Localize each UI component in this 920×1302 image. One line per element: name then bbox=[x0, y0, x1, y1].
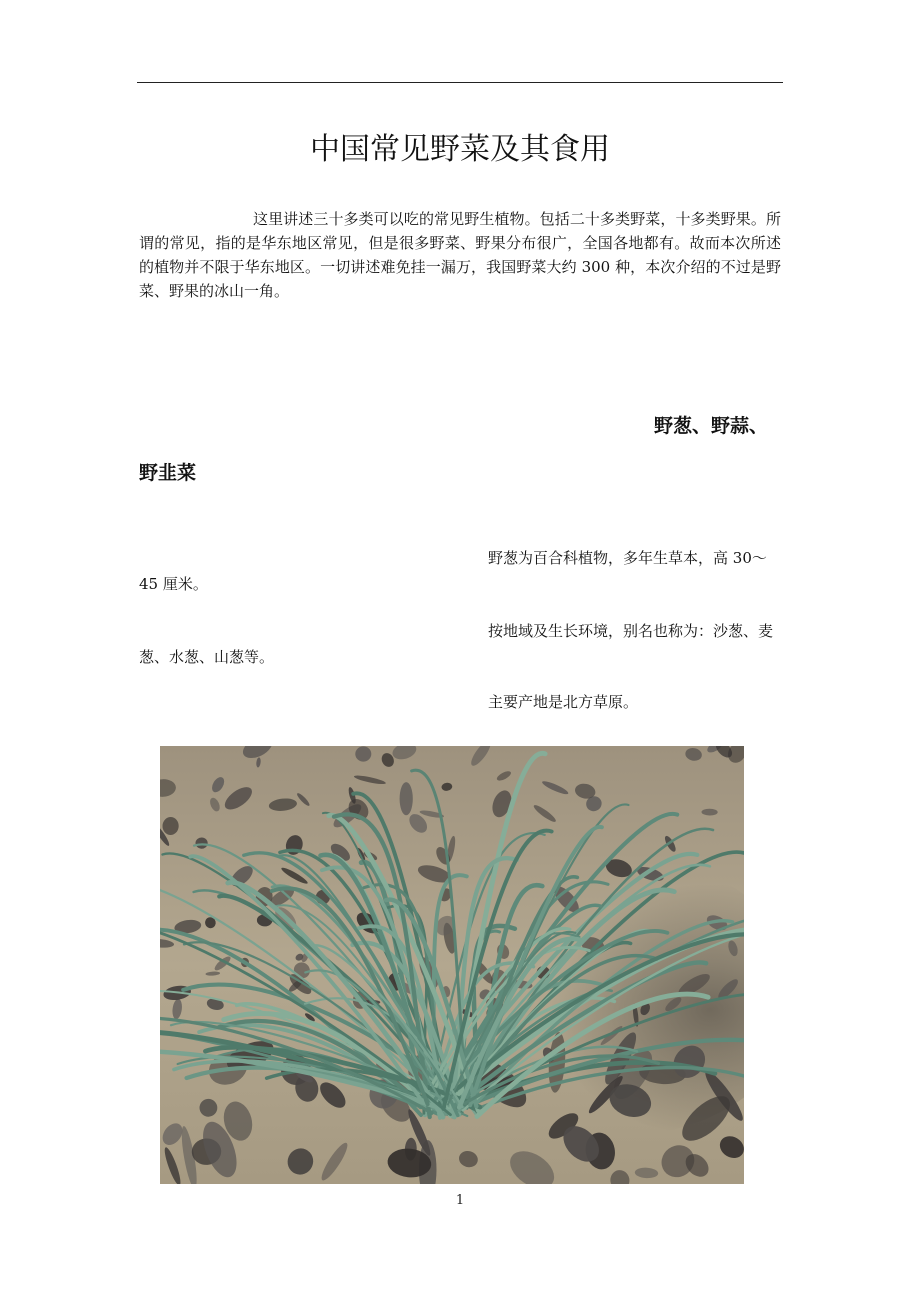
wild-onion-photo bbox=[160, 746, 744, 1184]
document-title: 中国常见野菜及其食用 bbox=[310, 132, 610, 167]
intro-paragraph: 这里讲述三十多类可以吃的常见野生植物。包括二十多类野菜，十多类野果。所谓的常见，指的是华东地区常见，但是很多野菜、野果分布很广，全国各地都有。故而本次所述的植物并不限于华东地区。一切讲述难免挂一漏万，我国野菜大约 300 种，本次介绍的不过是野菜、野果的冰山一角。 bbox=[139, 210, 781, 300]
page-number: 1 bbox=[455, 1193, 465, 1208]
body-paragraph: 野葱为百合科植物，多年生草本，高 30～45 厘米。 bbox=[139, 549, 767, 593]
section-heading-line2: 野韭菜 bbox=[139, 462, 197, 484]
wild-onion-illustration bbox=[160, 746, 744, 1184]
header-rule bbox=[137, 82, 783, 83]
body-paragraph: 按地域及生长环境，别名也称为：沙葱、麦葱、水葱、山葱等。 bbox=[139, 622, 774, 666]
section-heading-line1: 野葱、野蒜、 bbox=[653, 415, 768, 437]
stone bbox=[400, 782, 413, 815]
body-paragraph: 主要产地是北方草原。 bbox=[488, 693, 639, 711]
